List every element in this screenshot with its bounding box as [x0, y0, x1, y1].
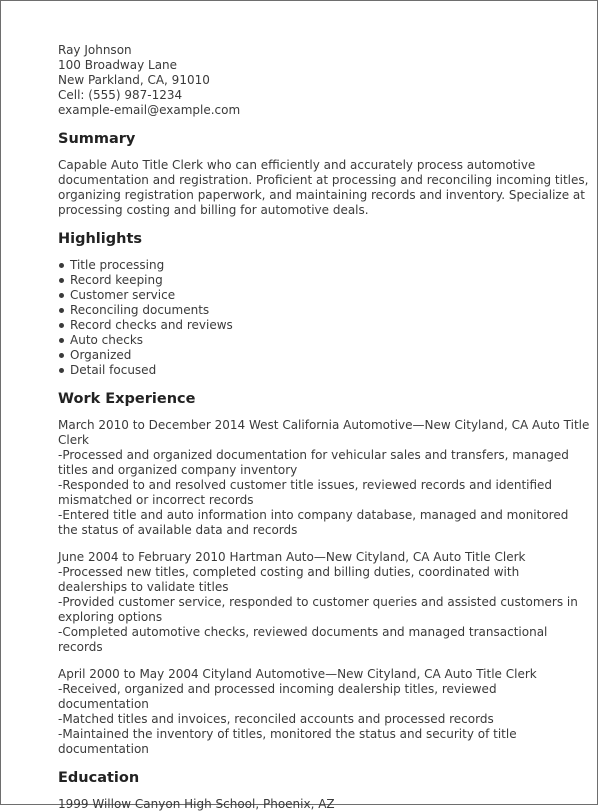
job-duty: -Provided customer service, responded to customer queries and assisted customers in exploring options [58, 595, 578, 624]
highlight-item [58, 288, 591, 303]
summary-heading: Summary [58, 131, 136, 147]
job-duty: -Received, organized and processed incoming dealership titles, reviewed documentation [58, 682, 497, 711]
bullet-icon [59, 323, 64, 328]
highlight-item [58, 348, 591, 363]
contact-name: Ray Johnson [58, 43, 132, 57]
job-entry [58, 667, 591, 757]
bullet-icon [59, 278, 64, 283]
bullet-icon [59, 308, 64, 313]
highlight-item [58, 273, 591, 288]
contact-city: New Parkland, CA, 91010 [58, 73, 210, 87]
job-duty: -Entered title and auto information into company database, managed and monitored the status of available data and records [58, 508, 569, 537]
job-duty: -Completed automotive checks, reviewed documents and managed transactional records [58, 625, 548, 654]
contact-email: example-email@example.com [58, 103, 241, 117]
highlight-text: Reconciling documents [70, 303, 210, 317]
highlight-text: Record keeping [70, 273, 163, 287]
highlight-item [58, 303, 591, 318]
job-duty: -Maintained the inventory of titles, monitored the status and security of title documentation [58, 727, 517, 756]
highlight-item [58, 363, 591, 378]
highlight-text: Auto checks [70, 333, 144, 347]
job-duty: -Processed and organized documentation for vehicular sales and transfers, managed titles and organized company inventory [58, 448, 569, 477]
education-entry: 1999 Willow Canyon High School, Phoenix, AZ [58, 797, 335, 811]
contact-cell: Cell: (555) 987-1234 [58, 88, 183, 102]
highlight-item [58, 258, 591, 273]
job-duty: -Processed new titles, completed costing and billing duties, coordinated with dealerships to validate titles [58, 565, 520, 594]
highlight-item [58, 333, 591, 348]
bullet-icon [59, 293, 64, 298]
work-experience-heading: Work Experience [58, 391, 196, 407]
highlights-list [58, 258, 591, 378]
highlight-text: Customer service [70, 288, 176, 302]
highlight-text: Organized [70, 348, 132, 362]
highlights-heading: Highlights [58, 231, 143, 247]
highlight-text: Title processing [70, 258, 165, 272]
bullet-icon [59, 263, 64, 268]
contact-block [58, 43, 591, 118]
bullet-icon [59, 368, 64, 373]
bullet-icon [59, 338, 64, 343]
job-duty: -Matched titles and invoices, reconciled accounts and processed records [58, 712, 494, 726]
highlight-item [58, 318, 591, 333]
job-header: March 2010 to December 2014 West California Automotive—New Cityland, CA Auto Title Clerk [58, 418, 590, 447]
resume-content [58, 43, 591, 812]
contact-address: 100 Broadway Lane [58, 58, 178, 72]
job-header: April 2000 to May 2004 Cityland Automotive—New Cityland, CA Auto Title Clerk [58, 667, 537, 681]
education-heading: Education [58, 770, 140, 786]
bullet-icon [59, 353, 64, 358]
job-entry [58, 550, 591, 655]
job-entry [58, 418, 591, 538]
job-duty: -Responded to and resolved customer title issues, reviewed records and identified mismatched or incorrect records [58, 478, 553, 507]
job-header: June 2004 to February 2010 Hartman Auto—New Cityland, CA Auto Title Clerk [58, 550, 526, 564]
highlight-text: Detail focused [70, 363, 157, 377]
highlight-text: Record checks and reviews [70, 318, 233, 332]
summary-text: Capable Auto Title Clerk who can efficiently and accurately process automotive documentation and registration. Proficient at processing and reconciling incoming titles, organizing registration paperwork, and maintaining records and inventory. Specialize at processing costing and billing for automotive deals. [58, 158, 589, 217]
